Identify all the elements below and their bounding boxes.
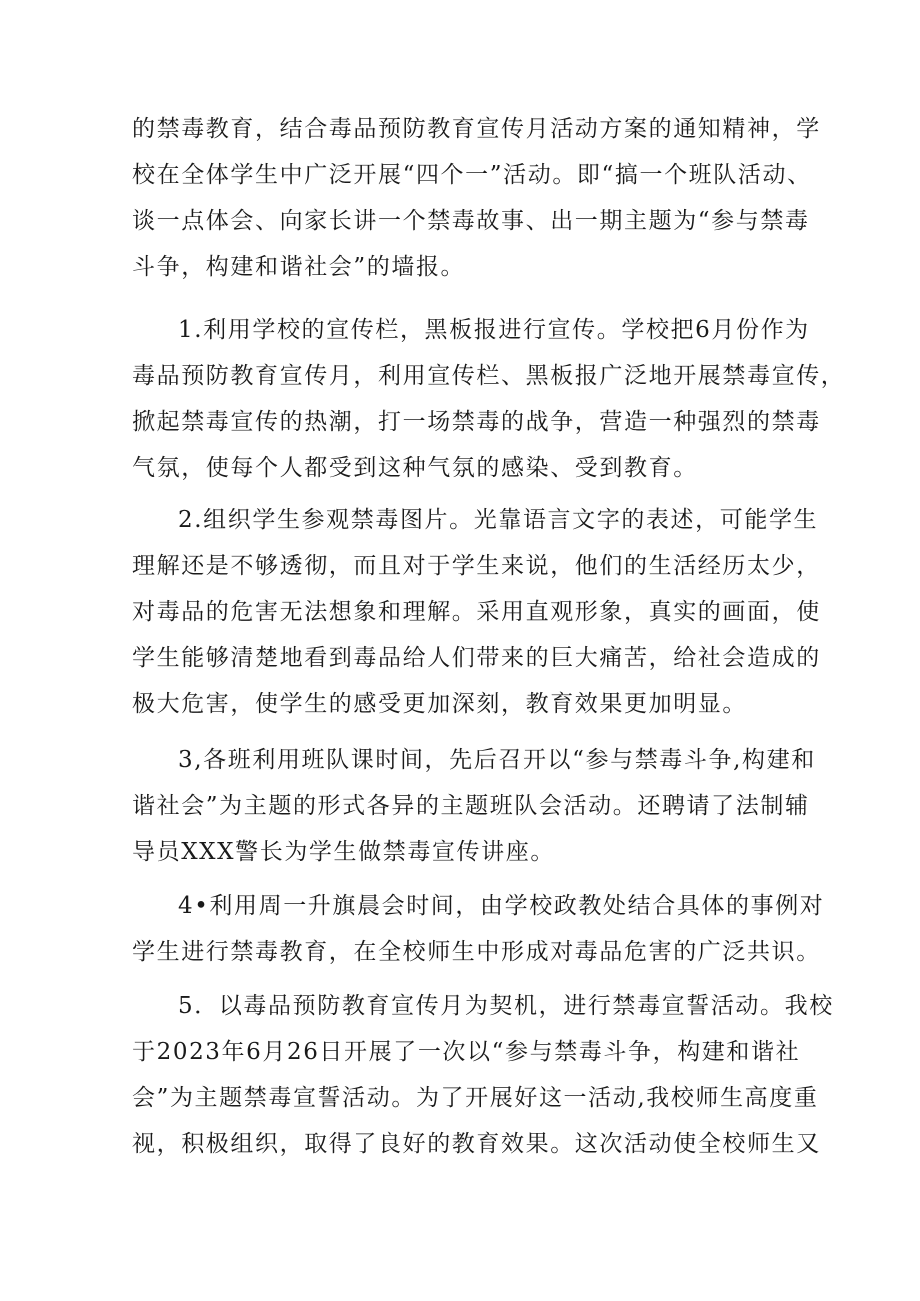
paragraph-item-5 (132, 983, 834, 1167)
paragraph-line: 气氛，使每个人都受到这种气氛的感染、受到教育。 (132, 455, 698, 481)
paragraph-intro (132, 106, 821, 290)
paragraph-line: 斗争，构建和谐社会”的墙报。 (132, 254, 466, 280)
paragraph-line: 4•利用周一升旗晨会时间，由学校政教处结合具体的事例对 (178, 893, 825, 919)
paragraph-line: 理解还是不够透彻，而且对于学生来说，他们的生活经历太少， (132, 553, 821, 579)
paragraph-line: 会”为主题禁毒宣誓活动。为了开展好这一活动,我校师生高度重 (132, 1085, 819, 1111)
paragraph-line: 谈一点体会、向家长讲一个禁毒故事、出一期主题为“参与禁毒 (132, 208, 810, 234)
paragraph-line: 对毒品的危害无法想象和理解。采用直观形象，真实的画面，使 (132, 599, 821, 625)
paragraph-line: 2.组织学生参观禁毒图片。光靠语言文字的表述，可能学生 (178, 507, 819, 533)
paragraph-item-4 (132, 883, 825, 975)
paragraph-line: 学生能够清楚地看到毒品给人们带来的巨大痛苦，给社会造成的 (132, 645, 821, 671)
paragraph-item-1 (132, 307, 846, 491)
paragraph-line: 的禁毒教育，结合毒品预防教育宣传月活动方案的通知精神，学 (132, 116, 821, 142)
paragraph-line: 导员XXX警长为学生做禁毒宣传讲座。 (132, 839, 555, 865)
paragraph-line: 视，积极组织，取得了良好的教育效果。这次活动使全校师生又 (132, 1131, 821, 1157)
paragraph-line: 校在全体学生中广泛开展“四个一”活动。即“搞一个班队活动、 (132, 162, 812, 188)
paragraph-item-3 (132, 737, 816, 875)
paragraph-line: 毒品预防教育宣传月，利用宣传栏、黑板报广泛地开展禁毒宣传， (132, 363, 846, 389)
paragraph-line: 3,各班利用班队课时间，先后召开以“参与禁毒斗争,构建和 (178, 747, 816, 773)
paragraph-line: 谐社会”为主题的形式各异的主题班队会活动。还聘请了法制辅 (132, 793, 810, 819)
paragraph-line: 1.利用学校的宣传栏，黑板报进行宣传。学校把6月份作为 (178, 317, 810, 343)
paragraph-line: 极大危害，使学生的感受更加深刻，教育效果更加明显。 (132, 691, 747, 717)
paragraph-item-2 (132, 497, 821, 727)
paragraph-line: 学生进行禁毒教育，在全校师生中形成对毒品危害的广泛共识。 (132, 939, 821, 965)
paragraph-line: 掀起禁毒宣传的热潮，打一场禁毒的战争，营造一种强烈的禁毒 (132, 409, 821, 435)
paragraph-line: 5．以毒品预防教育宣传月为契机，进行禁毒宣誓活动。我校 (178, 993, 834, 1019)
paragraph-line: 于2023年6月26日开展了一次以“参与禁毒斗争，构建和谐社 (132, 1039, 801, 1065)
